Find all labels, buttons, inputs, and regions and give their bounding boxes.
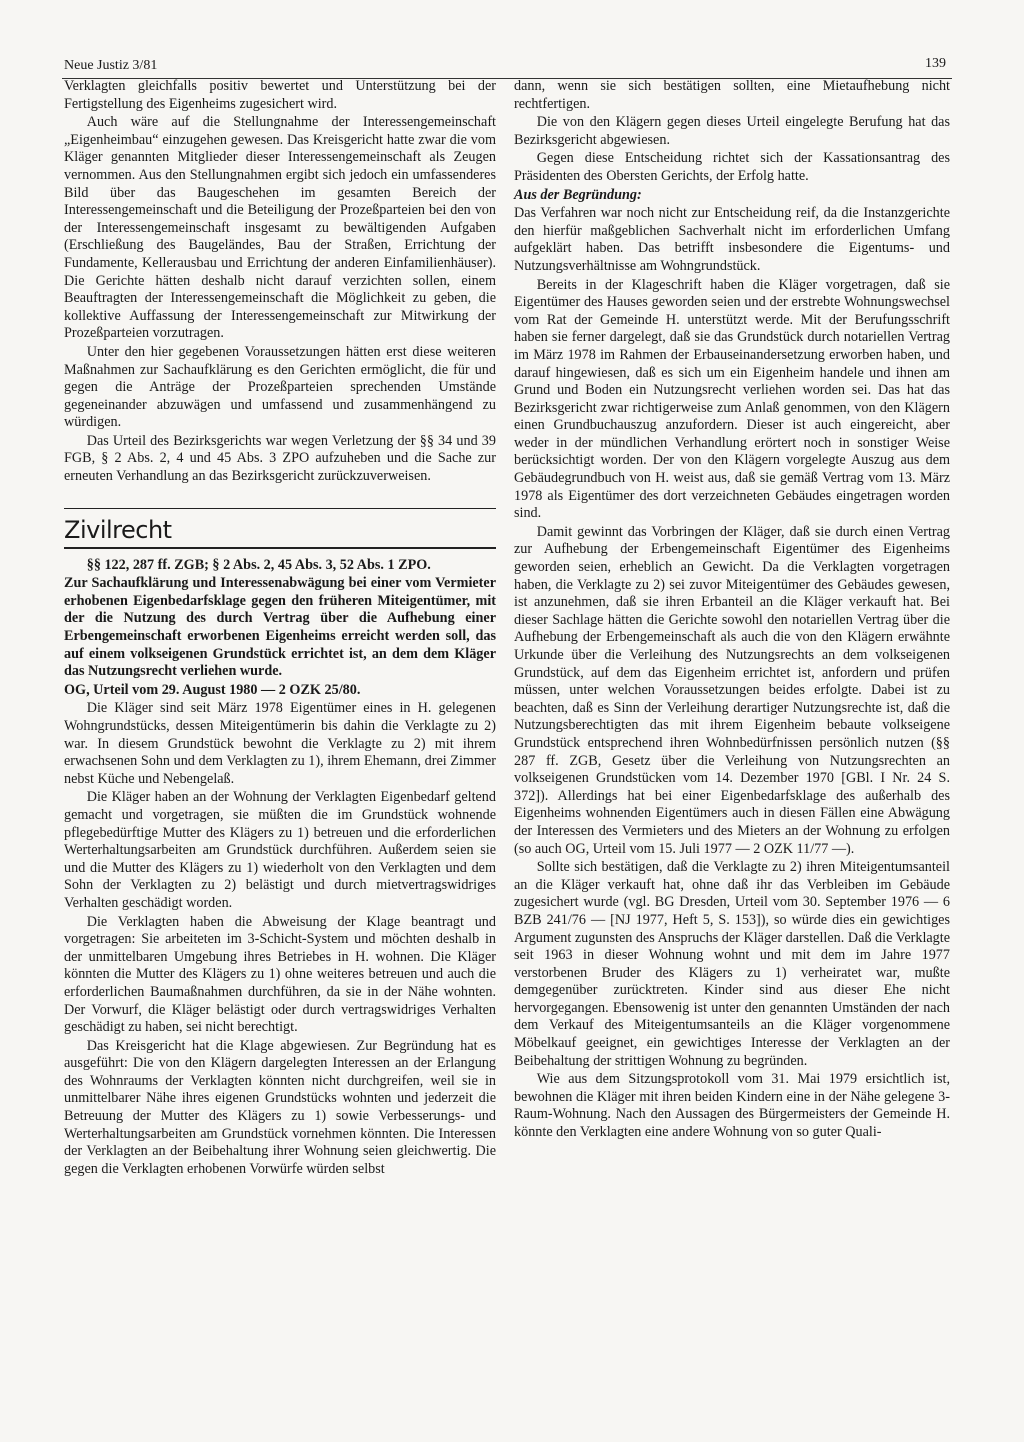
section-divider	[64, 508, 496, 509]
left-column	[64, 78, 496, 1178]
paragraph: Die Kläger sind seit März 1978 Eigentümer eines in H. gelegenen Wohngrundstücks, dessen Miteigentümerin bis dahin die Verklagte zu 2) war. In diesem Grundstück bewohnt die Verklagte zu 2) mit ihrem erwachsenen Sohn und dem Verklagten zu 1), ihrem Ehemann, drei Zimmer nebst Küche und Nebengelaß.	[64, 700, 496, 787]
page-number: 139	[925, 56, 946, 71]
subheading: Aus der Begründung:	[514, 186, 642, 203]
headnote: Zur Sachaufklärung und Interessenabwägung bei einer vom Vermieter erhobenen Eigenbedarfsklage gegen den früheren Miteigentümer, mit der die Nutzung des durch Vertrag über die Aufhebung einer Erbengemeinschaft erworbenen Eigenheims erreicht werden soll, das auf einem volkseigenen Grundstück errichtet ist, an dem dem Kläger das Nutzungsrecht verliehen wurde.	[64, 575, 496, 680]
paragraph: dann, wenn sie sich bestätigen sollten, eine Mietaufhebung nicht rechtfertigen.	[514, 78, 950, 112]
section-underline	[64, 547, 496, 549]
legal-citation: §§ 122, 287 ff. ZGB; § 2 Abs. 2, 45 Abs. 3, 52 Abs. 1 ZPO.	[86, 556, 431, 573]
journal-title: Neue Justiz 3/81	[64, 58, 158, 73]
paragraph: Unter den hier gegebenen Voraussetzungen hätten erst diese weiteren Maßnahmen zur Sachaufklärung es den Gerichten ermöglicht, die für und gegen die Anträge der Prozeßparteien sprechenden Umstände gegeneinander abzuwägen und umfassend und zusammenhängend zu würdigen.	[64, 343, 496, 431]
paragraph: Das Urteil des Bezirksgerichts war wegen Verletzung der §§ 34 und 39 FGB, § 2 Abs. 2, 4 und 45 Abs. 3 ZPO aufzuheben und die Sache zur erneuten Verhandlung an das Bezirksgericht zurückzuverweisen.	[64, 432, 496, 485]
paragraph: Die Verklagten haben die Abweisung der Klage beantragt und vorgetragen: Sie arbeiteten im 3-Schicht-System und möchten deshalb in der unmittelbaren Umgebung ihres Betriebes in H. wohnen. Die Kläger könnten die Mutter des Klägers zu 1) ohne weiteres betreuen und auch die erforderlichen Baumaßnahmen durchführen, da sie in der Nähe wohnten. Der Vorwurf, die Kläger belästigt oder durch vertragswidriges Verhalten geschädigt zu haben, sei nicht berechtigt.	[64, 913, 496, 1036]
paragraph: Gegen diese Entscheidung richtet sich der Kassationsantrag des Präsidenten des Obersten Gerichts, der Erfolg hatte.	[514, 150, 950, 184]
paragraph: Sollte sich bestätigen, daß die Verklagte zu 2) ihren Miteigentumsanteil an die Kläger verkauft hat, ohne daß ihr das Verbleiben im Gebäude zugesichert wurde (vgl. BG Dresden, Urteil vom 30. September 1976 — 6 BZB 241/76 — [NJ 1977, Heft 5, S. 153]), so würde dies ein gewichtiges Argument zugunsten des Anspruchs der Kläger darstellen. Daß die Verklagte seit 1963 in dieser Wohnung wohnt und mit dem im Jahre 1977 verstorbenen Bruder des Klägers zu 1) verheiratet war, mußte demgegenüber zurücktreten. Kinder sind aus dieser Ehe nicht hervorgegangen. Ebensowenig ist unter den genannten Umständen der nach dem Verkauf des Miteigentumsanteils an die Kläger vorgenommene Möbelkauf geeignet, ein gewichtiges Interesse der Verklagten an der Beibehaltung der strittigen Wohnung zu begründen.	[514, 859, 951, 1069]
paragraph: Verklagten gleichfalls positiv bewertet und Unterstützung bei der Fertigstellung des Eigenheims zugesichert wird.	[64, 78, 496, 112]
paragraph: Das Kreisgericht hat die Klage abgewiesen. Zur Begründung hat es ausgeführt: Die von den Klägern dargelegten Interessen an der Erlangung des Wohnraums der Verklagten könnten nicht durchgreifen, weil sie in unmittelbarer Nähe ihres eigenen Grundstücks wohnten und jederzeit die Betreuung der Mutter des Klägers zu 1) sowie Verbesserungs- und Werterhaltungsarbeiten am Grundstück vornehmen könnten. Die Interessen der Verklagten an der Beibehaltung ihrer Wohnung seien gleichwertig. Die gegen die Verklagten erhobenen Vorwürfe würden selbst	[64, 1037, 496, 1177]
section-title: Zivilrecht	[64, 515, 172, 544]
paragraph: Die Kläger haben an der Wohnung der Verklagten Eigenbedarf geltend gemacht und vorgetragen, sie müßten die im Grundstück wohnende pflegebedürftige Mutter des Klägers zu 1) betreuen und die erforderlichen Werterhaltungsarbeiten am Grundstück durchführen. Außerdem seien sie und die Mutter des Klägers zu 1) wiederholt von den Verklagten und dem Sohn der Verklagten zu 2) belästigt und durch mietvertragswidriges Verhalten geschädigt worden.	[64, 789, 496, 911]
decision-reference: OG, Urteil vom 29. August 1980 — 2 OZK 25/80.	[64, 681, 361, 698]
paragraph: Damit gewinnt das Vorbringen der Kläger, daß sie durch einen Vertrag zur Aufhebung der Erbengemeinschaft Eigentümer des Eigenheims geworden seien, erheblich an Gewicht. Da die Verklagten vorgetragen haben, die Verklagte zu 2) sei zuvor Miteigentümer des Gebäudes gewesen, ist anzunehmen, daß sie ihren Erbanteil an die Kläger verkauft hat. Bei dieser Sachlage hätten die Gerichte sowohl den notariellen Vertrag über die Aufhebung der Erbengemeinschaft als auch die von den Klägern erwähnte Urkunde über die Verleihung des Nutzungsrechts an dem volkseigenen Grundstück, auf dem das Eigenheim errichtet ist, anfordern und prüfen müssen, unter welchen Voraussetzungen beides erfolgte. Dabei ist zu beachten, daß es Sinn der Verleihung derartiger Nutzungsrechte ist, daß die Nutzungsberechtigten das mit ihrem Eigenheim bebaute volkseigene Grundstück entsprechend ihren Wohnbedürfnissen persönlich nutzen (§§ 287 ff. ZGB, Gesetz über die Verleihung von Nutzungsrechten an volkseigenen Grundstücken vom 14. Dezember 1970 [GBl. I Nr. 24 S. 372]). Allerdings hat bei einer Eigenbedarfsklage des außerhalb des Eigenheims wohnenden Eigentümers auch in diesen Fällen eine Abwägung der Interessen des Vermieters und des Mieters an der Wohnung zu erfolgen (so auch OG, Urteil vom 15. Juli 1977 — 2 OZK 11/77 —).	[514, 523, 950, 857]
paragraph: Wie aus dem Sitzungsprotokoll vom 31. Mai 1979 ersichtlich ist, bewohnen die Kläger mit ihren beiden Kindern eine in der Nähe gelegene 3-Raum-Wohnung. Nach den Aussagen des Bürgermeisters der Gemeinde H. könnte den Verklagten eine andere Wohnung von so guter Quali-	[514, 1071, 950, 1141]
paragraph: Auch wäre auf die Stellungnahme der Interessengemeinschaft „Eigenheimbau“ einzugehen gewesen. Das Kreisgericht hatte zwar die vom Kläger genannten Mitglieder dieser Interessengemeinschaft als Zeugen vernommen. Aus den Stellungnahmen ergibt sich jedoch ein umfassenderes Bild über das Baugeschehen im gesamten Bereich der Interessengemeinschaft und die Beteiligung der Prozeßparteien bei den von der Interessengemeinschaft insgesamt zu bewältigenden Aufgaben (Erschließung des Baugeländes, Bau der Straßen, Errichtung der Fundamente, Kellerausbau und Errichtung der anderen Einfamilienhäuser). Die Gerichte hätten deshalb nicht darauf verzichten sollen, einem Beauftragten der Interessengemeinschaft die Möglichkeit zu geben, die kollektive Auffassung der Interessengemeinschaft zur Mitwirkung der Prozeßparteien vorzutragen.	[64, 114, 496, 342]
right-column	[514, 78, 950, 1142]
paragraph: Die von den Klägern gegen dieses Urteil eingelegte Berufung hat das Bezirksgericht abgewiesen.	[514, 114, 950, 148]
page-header	[62, 56, 952, 79]
paragraph: Bereits in der Klageschrift haben die Kläger vorgetragen, daß sie Eigentümer des Hauses geworden seien und der erstrebte Wohnungswechsel vom Rat der Gemeinde H. unterstützt werde. Mit der Berufungsschrift haben sie ferner dargelegt, daß sie das Grundstück durch notariellen Vertrag im März 1978 im Rahmen der Erbauseinandersetzung erworben haben, und darauf hingewiesen, daß es sich um ein Eigenheim handele und ihnen am Grund und Boden ein Nutzungsrecht verliehen worden sei. Das hat das Bezirksgericht zwar richtigerweise zum Anlaß genommen, von den Klägern einen Grundbuchauszug anzufordern. Dieser ist auch eingereicht, aber weder in der mündlichen Verhandlung erörtert noch in sonstiger Weise berücksichtigt worden. Der von den Klägern vorgelegte Auszug aus dem Gebäudegrundbuch von H. weist aus, daß sie gemäß Vertrag vom 13. März 1978 als Eigentümer des dort verzeichneten Gebäudes eingetragen worden sind.	[514, 276, 950, 522]
paragraph: Das Verfahren war noch nicht zur Entscheidung reif, da die Instanzgerichte den hierfür maßgeblichen Sachverhalt nicht im erforderlichen Umfang aufgeklärt haben. Das betrifft insbesondere die Eigentums- und Nutzungsverhältnisse am Wohngrundstück.	[514, 205, 950, 274]
